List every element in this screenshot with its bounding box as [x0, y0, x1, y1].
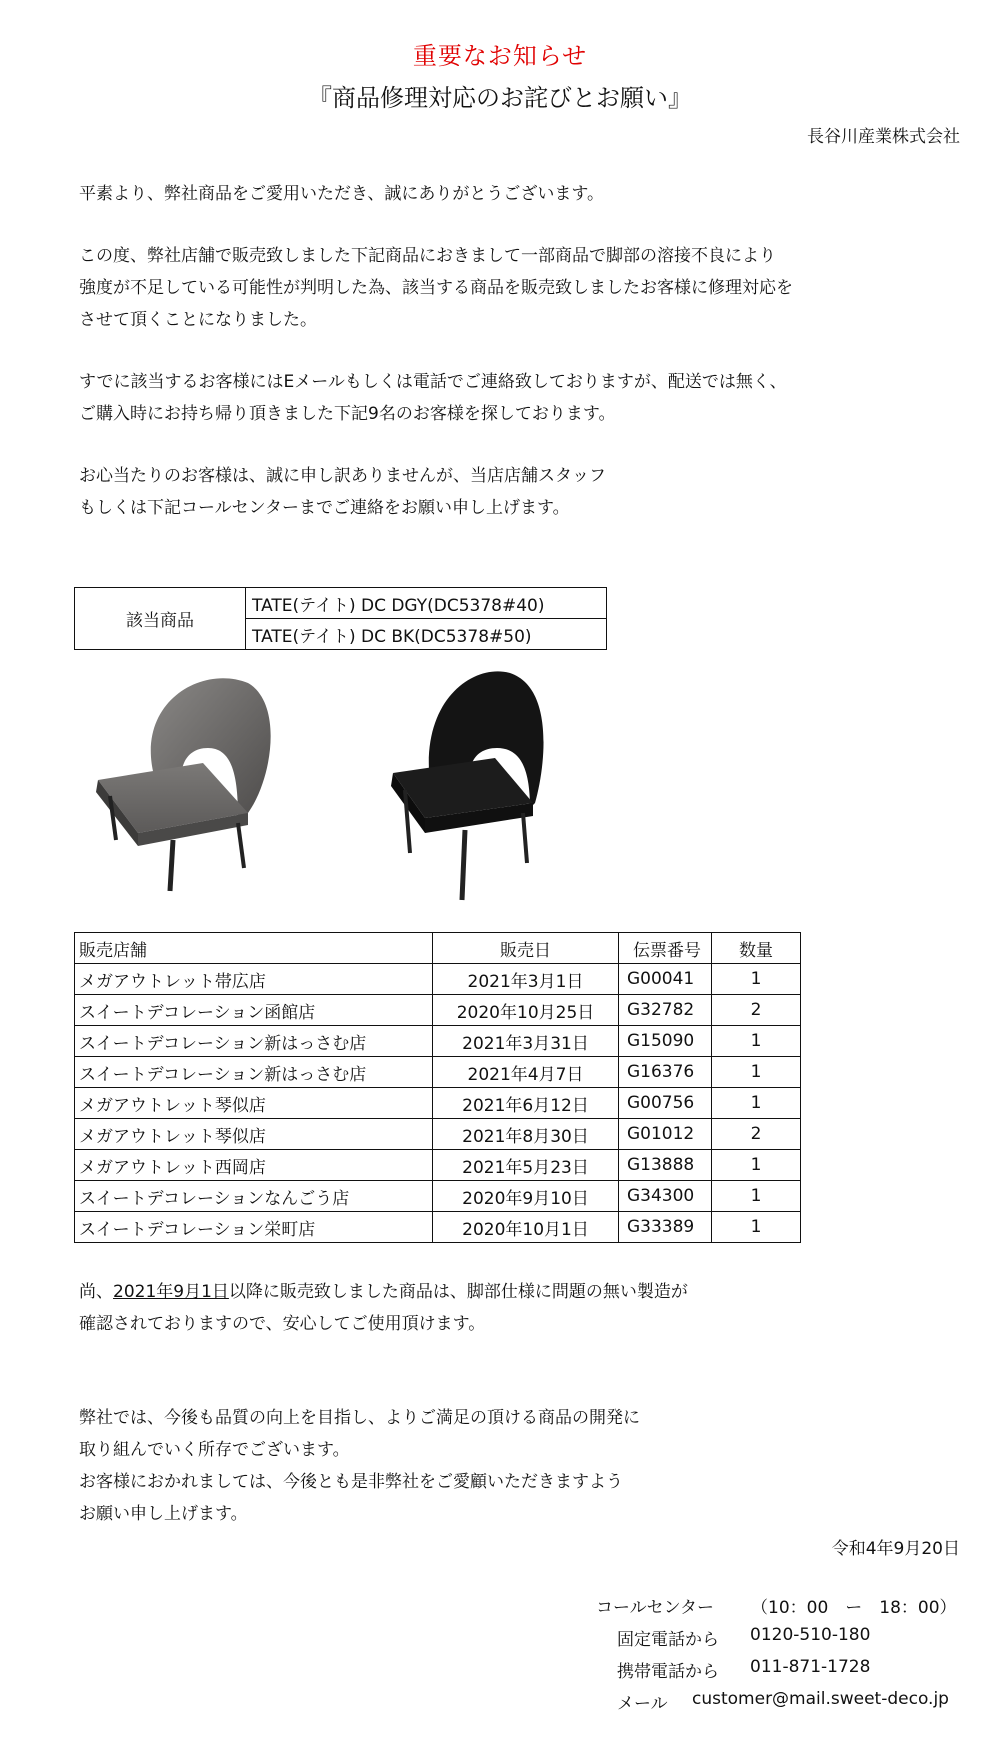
date-cell: 2020年10月25日 [433, 995, 619, 1026]
date-cell: 2021年3月1日 [433, 964, 619, 995]
date-cell: 2021年6月12日 [433, 1088, 619, 1119]
closing-line: 弊社では、今後も品質の向上を目指し、よりご満足の頂ける商品の開発に [79, 1408, 640, 1428]
issue-date: 令和4年9月20日 [831, 1539, 960, 1559]
store-cell: スイートデコレーション新はっさむ店 [75, 1026, 433, 1057]
product-item: TATE(テイト) DC DGY(DC5378#40) [246, 588, 607, 619]
date-cell: 2020年10月1日 [433, 1212, 619, 1243]
header-slip: 伝票番号 [619, 933, 712, 964]
product-table-label: 該当商品 [75, 588, 246, 650]
contact-line: お心当たりのお客様は、誠に申し訳ありませんが、当店店舗スタッフ [79, 466, 606, 486]
date-cell: 2021年4月7日 [433, 1057, 619, 1088]
closing-line: 取り組んでいく所存でございます。 [79, 1440, 350, 1460]
sales-table [74, 932, 801, 1243]
table-row [75, 995, 801, 1026]
store-cell: スイートデコレーションなんごう店 [75, 1181, 433, 1212]
notice-heading: 重要なお知らせ [412, 42, 588, 70]
table-row [75, 1026, 801, 1057]
qty-cell: 2 [712, 995, 801, 1026]
date-cell: 2021年5月23日 [433, 1150, 619, 1181]
table-row [75, 1057, 801, 1088]
search-line: すでに該当するお客様にはEメールもしくは電話でご連絡致しておりますが、配送では無く、 [79, 372, 787, 392]
safety-note-line: 確認されておりますので、安心してご使用頂けます。 [79, 1314, 486, 1334]
landline-number: 0120-510-180 [750, 1625, 871, 1645]
slip-cell: G34300 [619, 1181, 712, 1212]
company-name: 長谷川産業株式会社 [807, 127, 960, 147]
store-cell: メガアウトレット琴似店 [75, 1088, 433, 1119]
table-header-row [75, 933, 801, 964]
incident-line: この度、弊社店舗で販売致しました下記商品におきまして一部商品で脚部の溶接不良により [79, 246, 776, 266]
incident-line: 強度が不足している可能性が判明した為、該当する商品を販売致しましたお客様に修理対応を [79, 278, 793, 298]
table-row [75, 1181, 801, 1212]
header-store: 販売店舗 [75, 933, 433, 964]
product-table [74, 587, 607, 650]
safety-note-line [79, 1276, 688, 1308]
store-cell: スイートデコレーション新はっさむ店 [75, 1057, 433, 1088]
incident-line: させて頂くことになりました。 [79, 310, 317, 330]
contact-line: もしくは下記コールセンターまでご連絡をお願い申し上げます。 [79, 498, 570, 518]
closing-paragraph [79, 1402, 640, 1530]
greeting-paragraph [79, 178, 604, 210]
qty-cell: 1 [712, 1088, 801, 1119]
call-center-title: コールセンター [596, 1598, 714, 1618]
mobile-label: 携帯電話から [617, 1662, 719, 1682]
product-item: TATE(テイト) DC BK(DC5378#50) [246, 619, 607, 650]
qty-cell: 1 [712, 1212, 801, 1243]
slip-cell: G32782 [619, 995, 712, 1026]
header-date: 販売日 [433, 933, 619, 964]
store-cell: スイートデコレーション栄町店 [75, 1212, 433, 1243]
closing-line: お客様におかれましては、今後とも是非弊社をご愛顧いただきますよう [79, 1472, 623, 1492]
table-row [75, 964, 801, 995]
search-line: ご購入時にお持ち帰り頂きました下記9名のお客様を探しております。 [79, 404, 616, 424]
slip-cell: G00041 [619, 964, 712, 995]
incident-paragraph [79, 240, 793, 336]
table-row [75, 1119, 801, 1150]
page-title: 『商品修理対応のお詫びとお願い』 [308, 84, 692, 112]
slip-cell: G15090 [619, 1026, 712, 1057]
safety-note-paragraph [79, 1276, 688, 1340]
store-cell: メガアウトレット帯広店 [75, 964, 433, 995]
mail-label: メール [617, 1694, 668, 1714]
black-chair-image [385, 668, 585, 908]
landline-label: 固定電話から [617, 1630, 719, 1650]
cutoff-date: 2021年9月1日 [113, 1282, 229, 1302]
search-paragraph [79, 366, 787, 430]
qty-cell: 1 [712, 1057, 801, 1088]
safety-note-rest: 以降に販売致しました商品は、脚部仕様に問題の無い製造が [228, 1282, 688, 1302]
table-row [75, 1150, 801, 1181]
date-cell: 2020年9月10日 [433, 1181, 619, 1212]
call-center-hours: （10：00 ー 18：00） [751, 1598, 957, 1618]
slip-cell: G01012 [619, 1119, 712, 1150]
qty-cell: 1 [712, 964, 801, 995]
slip-cell: G13888 [619, 1150, 712, 1181]
table-row [75, 1088, 801, 1119]
closing-line: お願い申し上げます。 [79, 1504, 248, 1524]
slip-cell: G00756 [619, 1088, 712, 1119]
date-cell: 2021年8月30日 [433, 1119, 619, 1150]
table-row [75, 1212, 801, 1243]
header-qty: 数量 [712, 933, 801, 964]
safety-note-prefix: 尚、 [79, 1282, 113, 1302]
mail-address[interactable]: customer@mail.sweet-deco.jp [692, 1689, 949, 1709]
mobile-number: 011-871-1728 [750, 1657, 871, 1677]
qty-cell: 1 [712, 1181, 801, 1212]
store-cell: メガアウトレット琴似店 [75, 1119, 433, 1150]
slip-cell: G33389 [619, 1212, 712, 1243]
date-cell: 2021年3月31日 [433, 1026, 619, 1057]
contact-request-paragraph [79, 460, 606, 524]
qty-cell: 1 [712, 1026, 801, 1057]
store-cell: メガアウトレット西岡店 [75, 1150, 433, 1181]
slip-cell: G16376 [619, 1057, 712, 1088]
qty-cell: 2 [712, 1119, 801, 1150]
greeting-line: 平素より、弊社商品をご愛用いただき、誠にありがとうございます。 [79, 184, 604, 204]
qty-cell: 1 [712, 1150, 801, 1181]
store-cell: スイートデコレーション函館店 [75, 995, 433, 1026]
grey-chair-image [88, 668, 288, 898]
